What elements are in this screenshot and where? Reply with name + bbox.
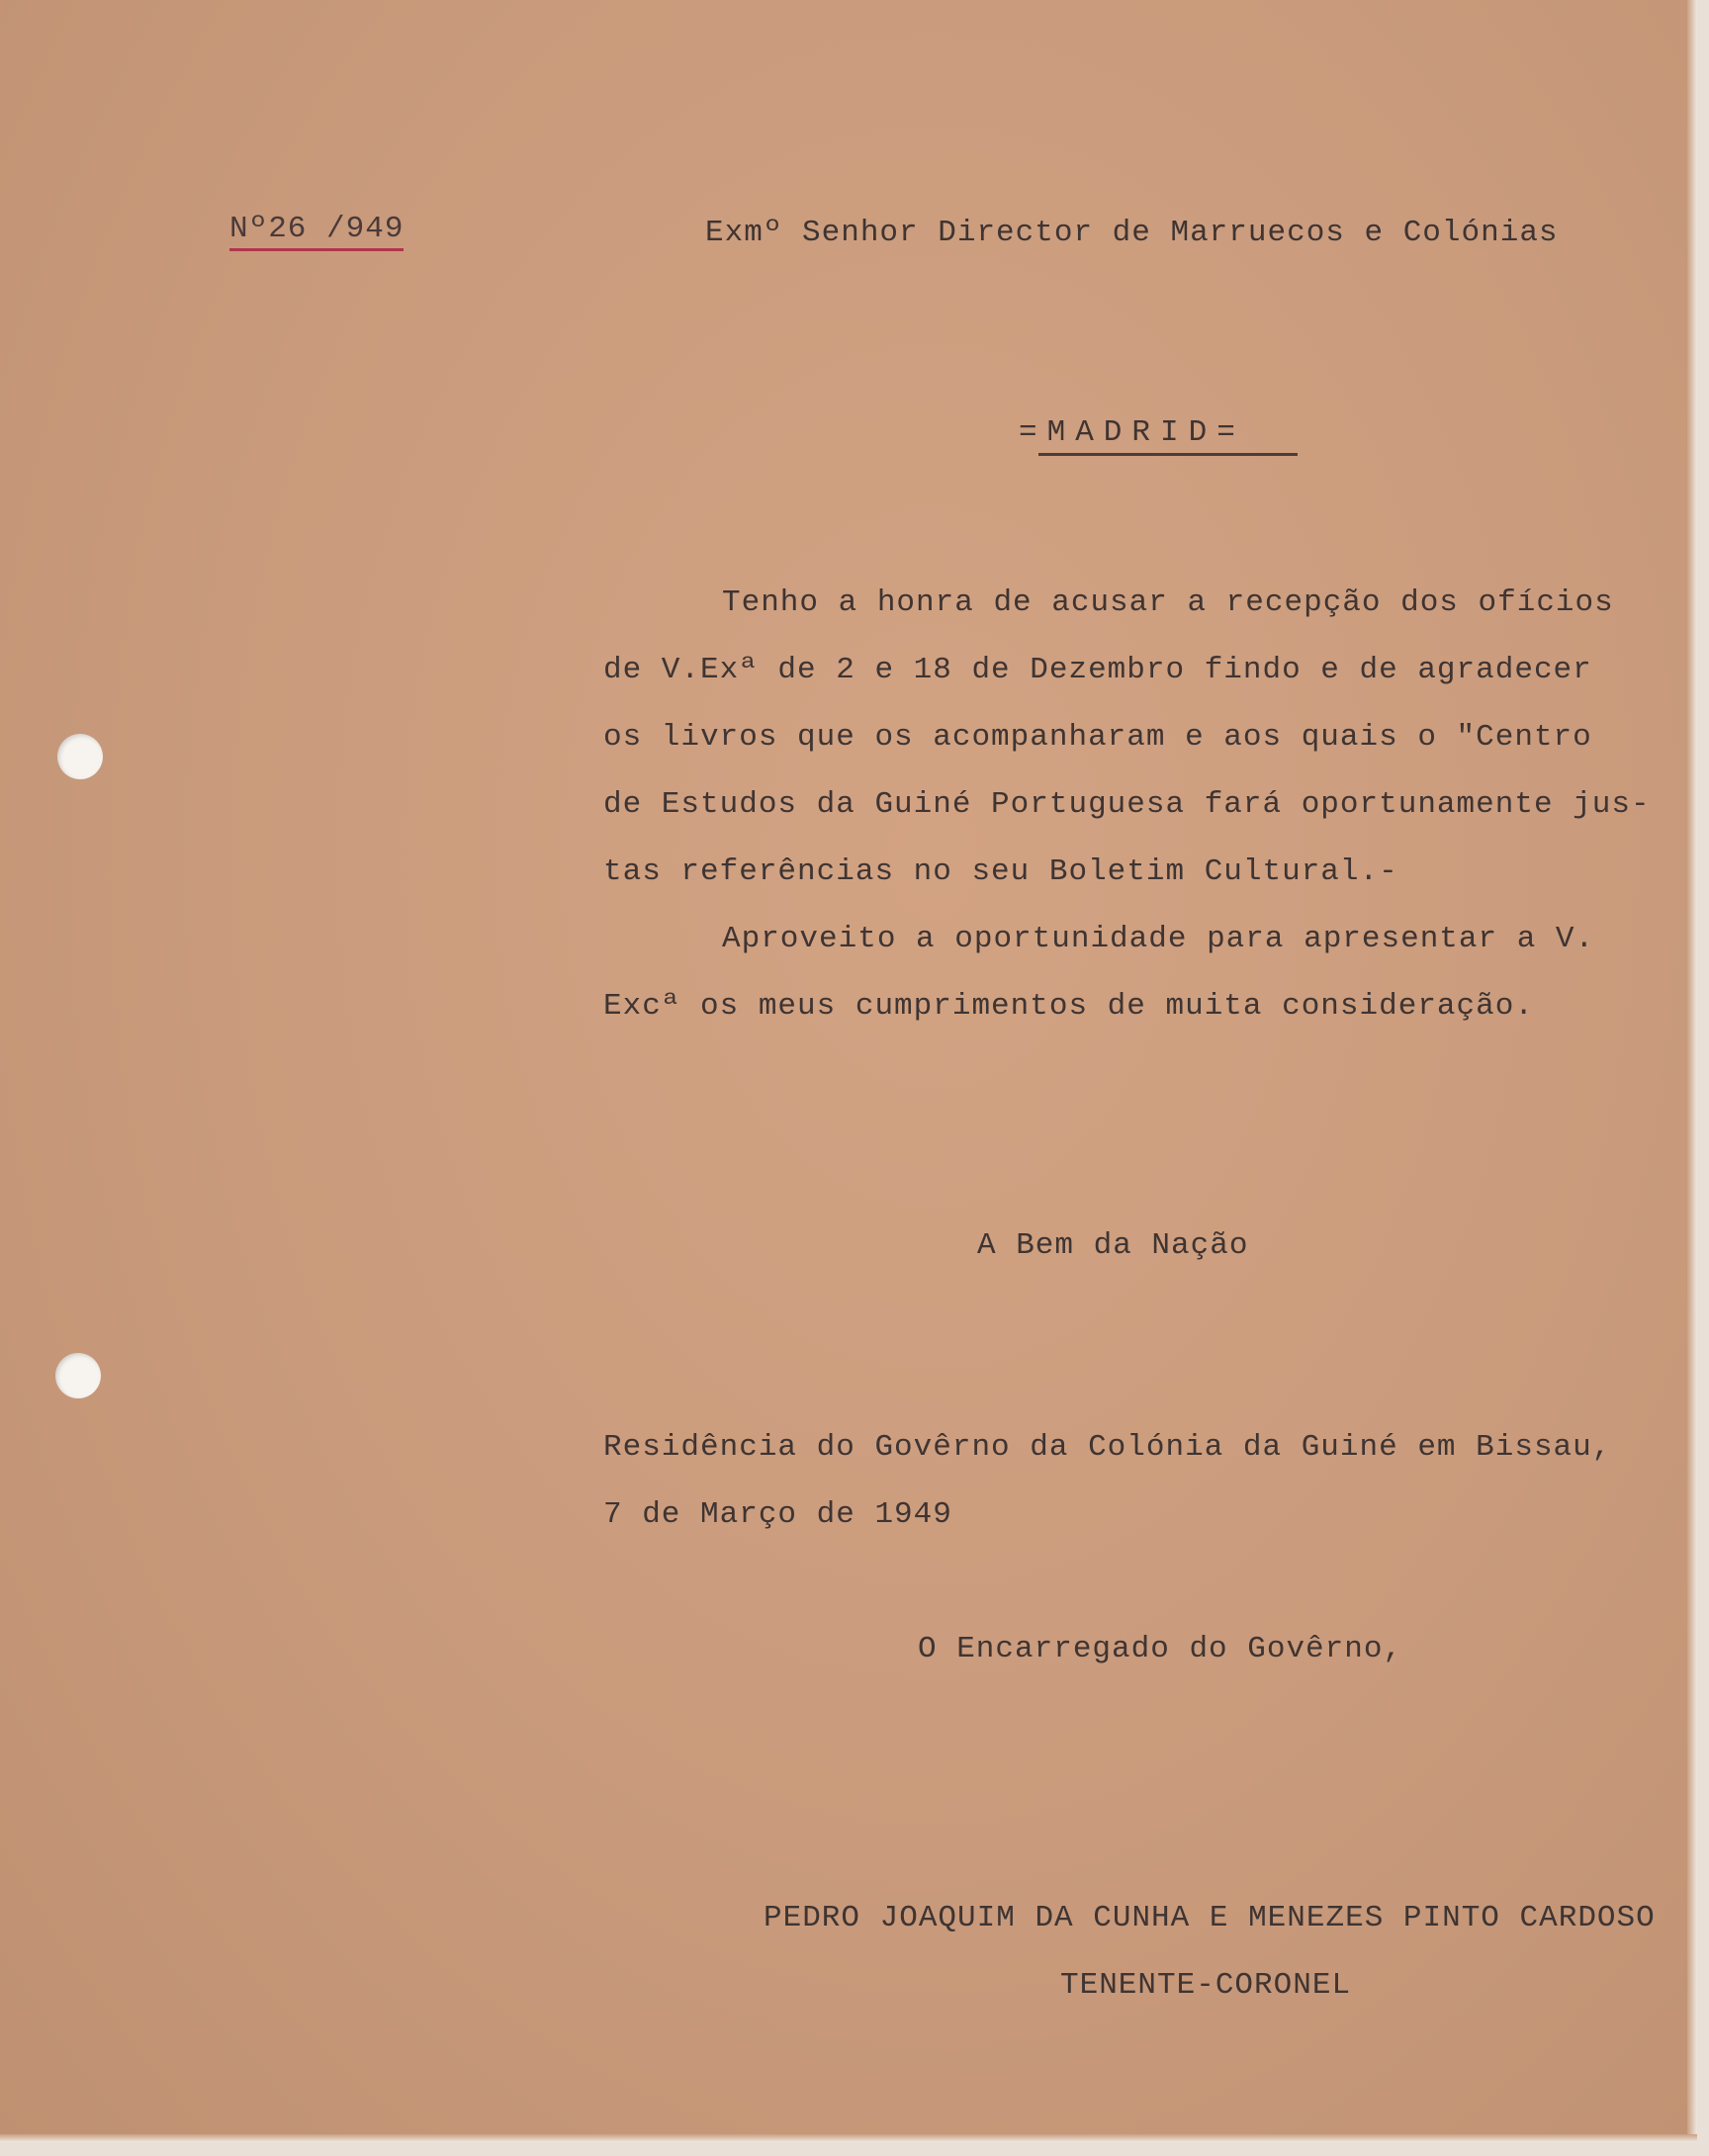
page-edge-right (1687, 0, 1697, 2142)
body-line-2: de V.Exª de 2 e 18 de Dezembro findo e de agradecer (603, 653, 1592, 687)
signatory-role: O Encarregado do Govêrno, (918, 1632, 1403, 1666)
body-line-4: de Estudos da Guiné Portuguesa fará oportunamente jus- (603, 787, 1651, 822)
date-line: 7 de Março de 1949 (603, 1497, 952, 1532)
body-line-1: Tenho a honra de acusar a recepção dos ofícios (722, 585, 1614, 620)
body-line-3: os livros que os acompanharam e aos quais o "Centro (603, 720, 1592, 755)
place-line: Residência do Govêrno da Colónia da Guiné em Bissau, (603, 1430, 1612, 1465)
body-line-5: tas referências no seu Boletim Cultural.- (603, 854, 1398, 889)
reference-number: Nº26 /949 (229, 212, 404, 251)
signatory-rank: TENENTE-CORONEL (1060, 1968, 1352, 2003)
city-underline (1038, 453, 1298, 456)
body-line-7: Excª os meus cumprimentos de muita consideração. (603, 989, 1534, 1024)
closing-salutation: A Bem da Nação (977, 1228, 1249, 1263)
body-line-6: Aproveito a oportunidade para apresentar a V. (722, 922, 1595, 956)
page-edge-bottom (0, 2134, 1697, 2142)
punch-hole-top (57, 734, 103, 779)
punch-hole-bottom (55, 1353, 101, 1398)
destination-city: =MADRID= (1019, 415, 1245, 450)
addressee-line: Exmº Senhor Director de Marruecos e Colónias (705, 216, 1559, 250)
signatory-name: PEDRO JOAQUIM DA CUNHA E MENEZES PINTO CARDOSO (764, 1901, 1656, 1935)
